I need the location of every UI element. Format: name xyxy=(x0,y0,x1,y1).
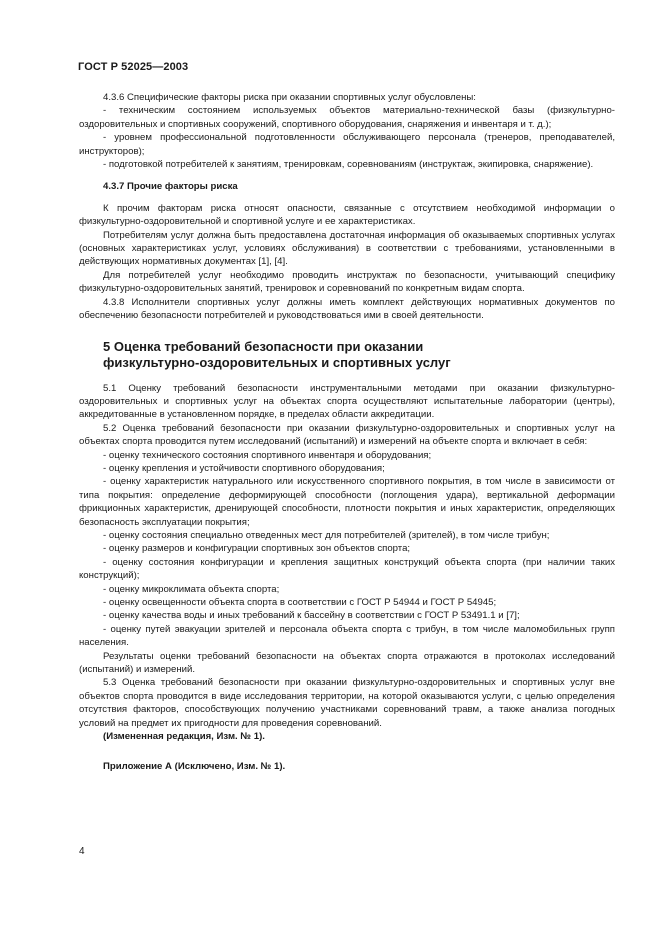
list-item: - оценку технического состояния спортивного инвентаря и оборудования; xyxy=(103,449,432,461)
section-5-title-line1: 5 Оценка требований безопасности при оказании xyxy=(103,338,424,354)
list-item: - оценку характеристик натурального или искусственного спортивного покрытия, в том числе в зависимости от типа покрытия: определение деформирующей способности (поглощения удара), вертикальной деформации фрикционных характеристик, дренирующей способности, плотности покрытия и иных характеристик, определяющих безопасность эксплуатации покрытия; xyxy=(79,476,615,528)
list-item: - оценку микроклимата объекта спорта; xyxy=(103,583,280,595)
list-item: - подготовкой потребителей к занятиям, тренировкам, соревнованиям (инструктаж, экипировка, снаряжение). xyxy=(103,159,594,171)
page-number: 4 xyxy=(79,846,85,857)
clause-5-2: 5.2 Оценка требований безопасности при оказании физкультурно-оздоровительных и спортивных услуг на объектах спорта проводится путем исследований (испытаний) и измерений на объекте спорта и включает в себя: xyxy=(79,422,615,448)
paragraph: К прочим факторам риска относят опасности, связанные с отсутствием необходимой информации о физкультурно-оздоровительной и спортивной услуге и ее характеристиках. xyxy=(79,202,615,228)
list-item: - техническим состоянием используемых объектов материально-технической базы (физкультурно-оздоровительных и спортивных сооружений, спортивного оборудования, снаряжения и инвентаря и т. д.); xyxy=(79,105,615,130)
list-item: - оценку освещенности объекта спорта в соответствии с ГОСТ Р 54944 и ГОСТ Р 54945; xyxy=(103,597,497,608)
section-5-heading xyxy=(79,339,615,372)
paragraph: Для потребителей услуг необходимо проводить инструктаж по безопасности, учитывающий специфику физкультурно-оздоровительных занятий, тренировок и соревнований по конкретным видам спорта. xyxy=(79,269,615,295)
document-header: ГОСТ Р 52025—2003 xyxy=(78,61,189,73)
clause-4-3-7-heading: 4.3.7 Прочие факторы риска xyxy=(103,181,238,193)
clause-4-3-6-intro: 4.3.6 Специфические факторы риска при оказании спортивных услуг обусловлены: xyxy=(103,92,476,103)
clause-4-3-8: 4.3.8 Исполнители спортивных услуг должны иметь комплект действующих нормативных документов по обеспечению безопасности потребителей и руководствоваться ими в своей деятельности. xyxy=(79,296,615,322)
list-item: - оценку крепления и устойчивости спортивного оборудования; xyxy=(103,462,385,474)
results-paragraph: Результаты оценки требований безопасности на объектах спорта отражаются в протоколах исследований (испытаний) и измерений. xyxy=(79,650,615,676)
clause-5-1: 5.1 Оценку требований безопасности инструментальными методами при оказании физкультурно-оздоровительных и спортивных услуг на объектах спорта осуществляют испытательные лаборатории (центры), аккредитованные в установленном порядке, в пределах области аккредитации. xyxy=(79,382,615,421)
amendment-note: (Измененная редакция, Изм. № 1). xyxy=(103,731,265,743)
appendix-a-note: Приложение А (Исключено, Изм. № 1). xyxy=(103,761,286,773)
list-item: - оценку состояния конфигурации и крепления защитных конструкций объекта спорта (при наличии таких конструкций); xyxy=(79,556,615,582)
list-item: - оценку путей эвакуации зрителей и персонала объекта спорта с трибун, в том числе маломобильных групп населения. xyxy=(79,623,615,649)
list-item: - уровнем профессиональной подготовленности обслуживающего персонала (тренеров, преподавателей, инструкторов); xyxy=(79,132,615,157)
list-item: - оценку качества воды и иных требований к бассейну в соответствии с ГОСТ Р 53491.1 и [7]; xyxy=(103,610,520,622)
list-item: - оценку состояния специально отведенных мест для потребителей (зрителей), в том числе трибун; xyxy=(103,529,550,541)
clause-5-3: 5.3 Оценка требований безопасности при оказании физкультурно-оздоровительных и спортивных услуг вне объектов спорта проводится в виде исследования территории, на которой оказываются услуги, с целью определения отсутствия факторов, способствующих получению участниками соревнований травм, а также анализа погодных условий на предмет их пригодности для проведения соревнований. xyxy=(79,677,615,729)
paragraph: Потребителям услуг должна быть предоставлена достаточная информация об оказываемых спортивных услугах (основных характеристиках услуг, условиях обслуживания) в соответствии с требованиями, установленными в действующих нормативных документах [1], [4]. xyxy=(79,229,615,268)
section-5-title-line2: физкультурно-оздоровительных и спортивных услуг xyxy=(103,355,451,370)
list-item: - оценку размеров и конфигурации спортивных зон объектов спорта; xyxy=(103,543,411,555)
page-content xyxy=(79,91,615,774)
